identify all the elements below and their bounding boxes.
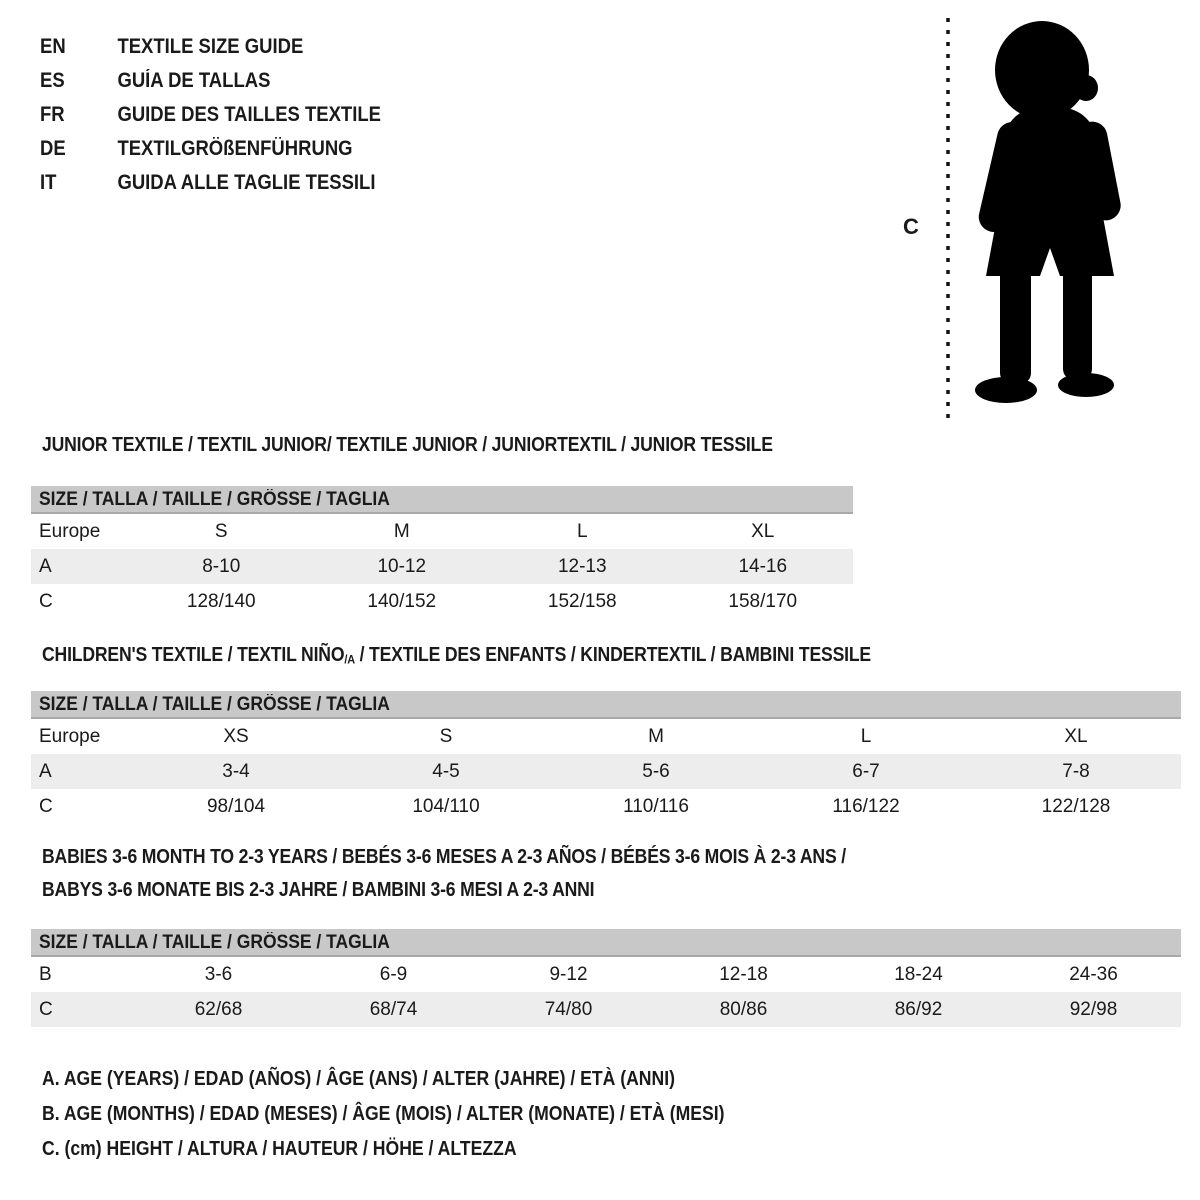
size-value-cell: S [214, 520, 228, 542]
row-label: A [39, 555, 52, 577]
table-row [31, 514, 853, 549]
lang-row-en [40, 30, 427, 64]
babies-size-table [31, 929, 1181, 1027]
size-value-cell: 12-13 [557, 555, 607, 577]
size-value-cell: L [860, 725, 872, 747]
size-value-cell: XL [1064, 725, 1088, 747]
row-label: Europe [39, 520, 101, 542]
table-row [31, 957, 1181, 992]
junior-section-title: JUNIOR TEXTILE / TEXTIL JUNIOR/ TEXTILE JUNIOR / JUNIORTEXTIL / JUNIOR TESSILE [42, 434, 773, 456]
size-value-cell: M [648, 725, 664, 747]
size-value-cell: 3-4 [222, 760, 250, 782]
size-value-cell: XS [223, 725, 249, 747]
babies-section-title-line1: BABIES 3-6 MONTH TO 2-3 YEARS / BEBÉS 3-6 MESES A 2-3 AÑOS / BÉBÉS 3-6 MOIS À 2-3 ANS / [42, 846, 846, 868]
size-value-cell: 140/152 [367, 590, 437, 612]
height-measure-line [944, 16, 952, 420]
size-value-cell: 12-18 [719, 963, 768, 985]
size-value-cell: 68/74 [369, 998, 418, 1020]
size-value-cell: 9-12 [549, 963, 588, 985]
row-label: C [39, 795, 53, 817]
lang-label: TEXTILE SIZE GUIDE [117, 35, 304, 58]
size-value-cell: 98/104 [206, 795, 266, 817]
size-value-cell: 122/128 [1041, 795, 1111, 817]
size-value-cell: XL [751, 520, 775, 542]
size-value-cell: 6-9 [379, 963, 408, 985]
note-c: C. (cm) HEIGHT / ALTURA / HAUTEUR / HÖHE / ALTEZZA [42, 1138, 517, 1160]
table-row [31, 754, 1181, 789]
children-size-table [31, 691, 1181, 824]
table-row [31, 549, 853, 584]
size-value-cell: M [393, 520, 410, 542]
lang-row-it [40, 166, 427, 200]
language-header [40, 30, 427, 200]
size-value-cell: 74/80 [544, 998, 593, 1020]
size-value-cell: 14-16 [738, 555, 788, 577]
babies-section-title-line2: BABYS 3-6 MONATE BIS 2-3 JAHRE / BAMBINI 3-6 MESI A 2-3 ANNI [42, 879, 595, 901]
size-value-cell: 80/86 [719, 998, 768, 1020]
baby-silhouette [962, 18, 1140, 420]
lang-label: GUÍA DE TALLAS [117, 69, 271, 92]
table-row [31, 719, 1181, 754]
size-value-cell: 104/110 [412, 795, 480, 817]
junior-size-table [31, 486, 853, 619]
size-value-cell: 3-6 [204, 963, 233, 985]
nino-a-subscript: /A [344, 652, 355, 667]
lang-code: IT [40, 171, 57, 194]
size-value-cell: 10-12 [377, 555, 427, 577]
lang-row-es [40, 64, 427, 98]
lang-label: GUIDE DES TAILLES TEXTILE [117, 103, 381, 126]
size-value-cell: 6-7 [852, 760, 880, 782]
size-value-cell: 92/98 [1069, 998, 1118, 1020]
row-label: C [39, 590, 53, 612]
lang-code: FR [40, 103, 65, 126]
size-value-cell: 152/158 [547, 590, 617, 612]
lang-label: TEXTILGRÖßENFÜHRUNG [117, 137, 353, 160]
height-measure-label: C [903, 214, 919, 239]
size-value-cell: 86/92 [894, 998, 943, 1020]
junior-table-rows [31, 514, 853, 619]
lang-code: ES [40, 69, 65, 92]
size-value-cell: 8-10 [202, 555, 241, 577]
row-label: Europe [39, 725, 101, 747]
size-value-cell: S [439, 725, 453, 747]
size-value-cell: 5-6 [642, 760, 670, 782]
size-value-cell: 158/170 [728, 590, 798, 612]
size-header-bar: SIZE / TALLA / TAILLE / GRÖSSE / TAGLIA [31, 486, 853, 514]
size-value-cell: 7-8 [1062, 760, 1090, 782]
row-label: B [39, 963, 52, 985]
size-value-cell: 62/68 [194, 998, 243, 1020]
children-table-rows [31, 719, 1181, 824]
children-section-title: CHILDREN'S TEXTILE / TEXTIL $NIÑO_{/A}$ / TEXTILE DES ENFANTS / KINDERTEXTIL / BAMBINI TESSILE [42, 644, 871, 667]
size-value-cell: 4-5 [432, 760, 460, 782]
note-a: A. AGE (YEARS) / EDAD (AÑOS) / ÂGE (ANS) / ALTER (JAHRE) / ETÀ (ANNI) [42, 1068, 675, 1090]
lang-code: DE [40, 137, 66, 160]
size-value-cell: L [576, 520, 588, 542]
lang-row-fr [40, 98, 427, 132]
babies-table-rows [31, 957, 1181, 1027]
size-value-cell: 18-24 [894, 963, 943, 985]
lang-code: EN [40, 35, 66, 58]
table-row [31, 992, 1181, 1027]
size-value-cell: 116/122 [832, 795, 900, 817]
row-label: C [39, 998, 53, 1020]
note-b: B. AGE (MONTHS) / EDAD (MESES) / ÂGE (MOIS) / ALTER (MONATE) / ETÀ (MESI) [42, 1103, 725, 1125]
size-value-cell: 128/140 [186, 590, 256, 612]
size-value-cell: 24-36 [1069, 963, 1118, 985]
table-row [31, 789, 1181, 824]
table-row [31, 584, 853, 619]
row-label: A [39, 760, 52, 782]
lang-row-de [40, 132, 427, 166]
size-header-bar: SIZE / TALLA / TAILLE / GRÖSSE / TAGLIA [31, 691, 1181, 719]
size-value-cell: 110/116 [623, 795, 689, 817]
size-header-bar: SIZE / TALLA / TAILLE / GRÖSSE / TAGLIA [31, 929, 1181, 957]
lang-label: GUIDA ALLE TAGLIE TESSILI [117, 171, 376, 194]
